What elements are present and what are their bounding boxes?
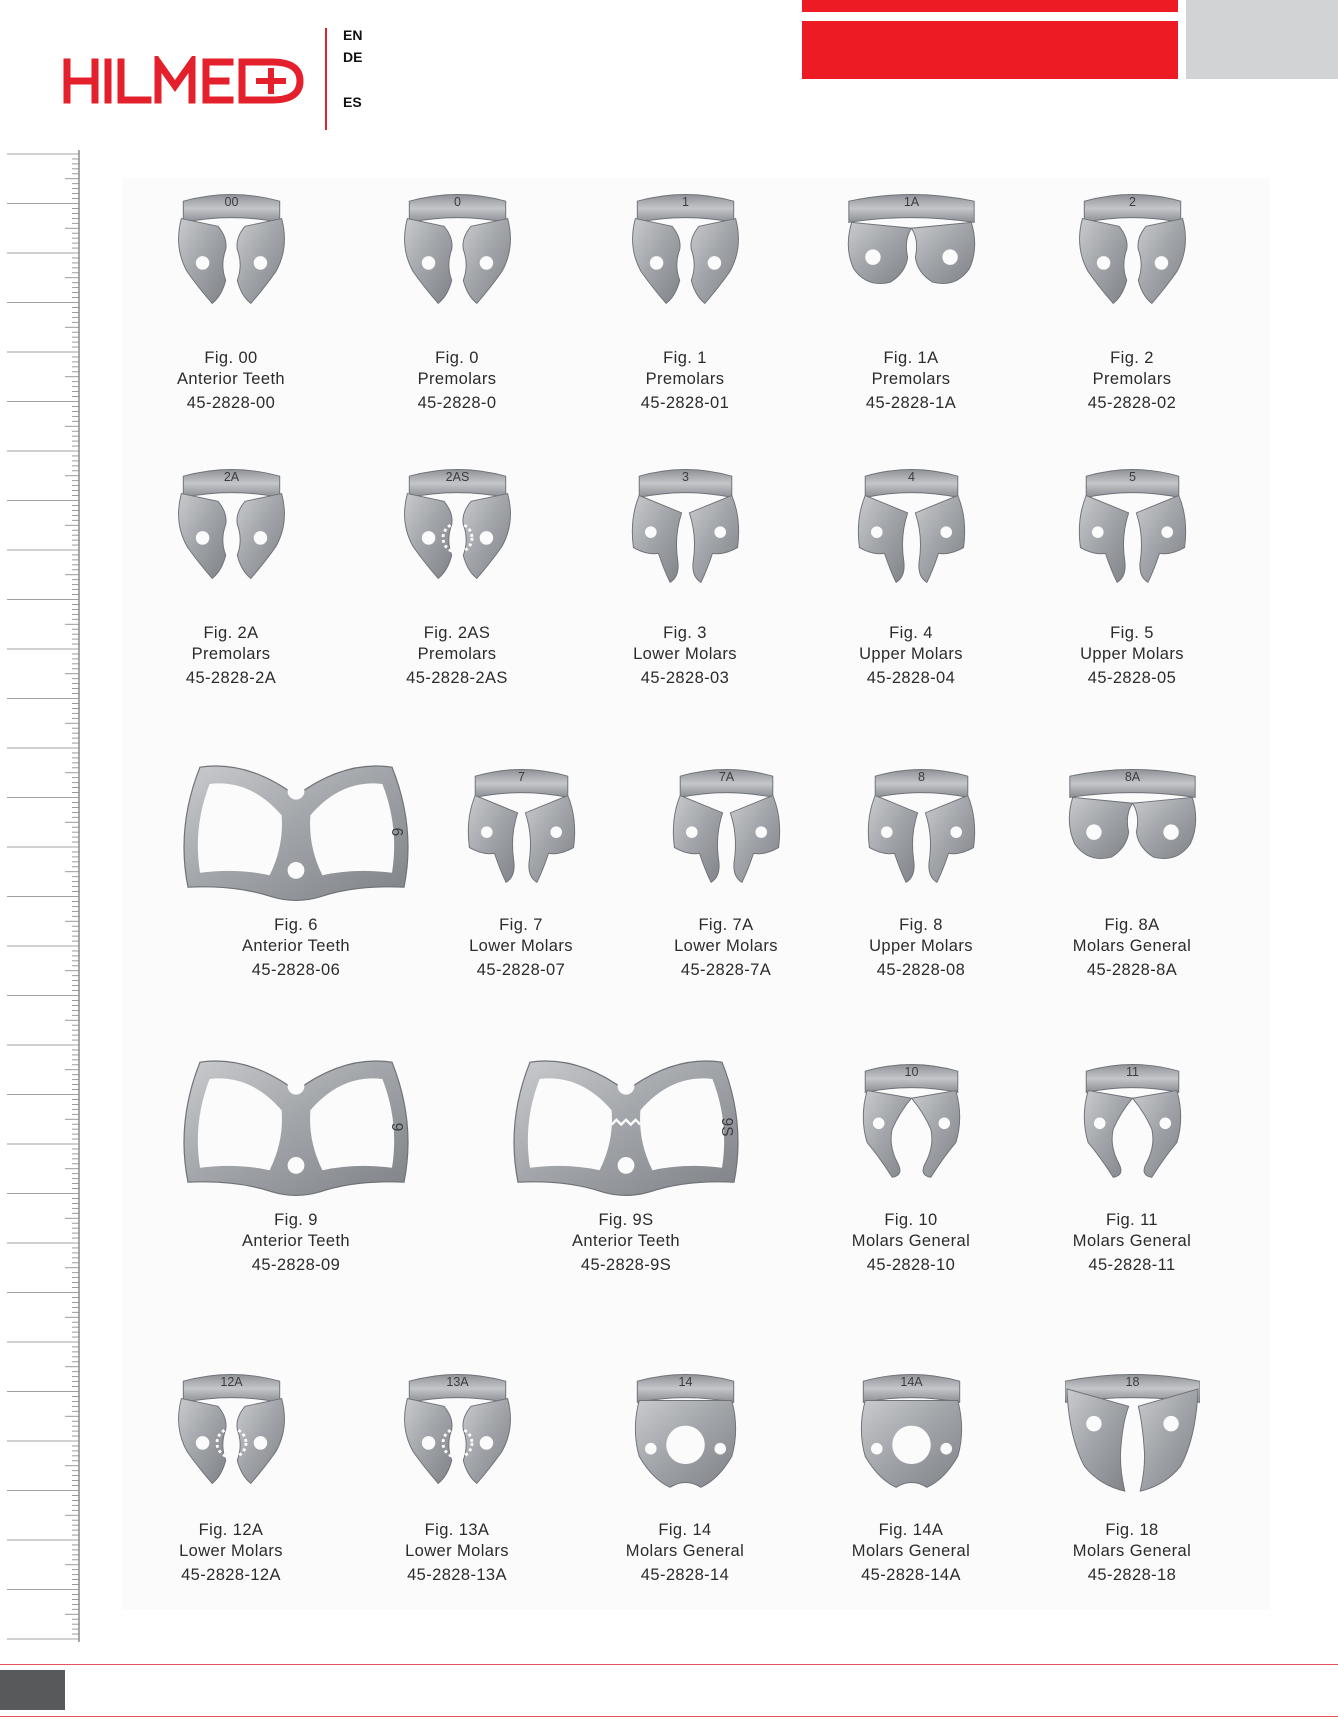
figure-label: Fig. 00 xyxy=(204,349,258,367)
clamp-engraving: 8 xyxy=(917,770,925,785)
figure-label: Fig. 13A xyxy=(424,1521,490,1539)
rubber-dam-clamp-image xyxy=(575,180,795,315)
clamp-engraving: 18 xyxy=(1125,1375,1139,1390)
usage-label: Anterior Teeth xyxy=(241,1232,351,1250)
product-code: 45-2828-08 xyxy=(876,961,966,979)
usage-label: Lower Molars xyxy=(674,937,778,955)
rubber-dam-clamp-image xyxy=(1022,180,1242,315)
clamp-caption xyxy=(1022,623,1242,689)
rubber-dam-clamp-image xyxy=(121,180,341,315)
logo-divider xyxy=(325,28,327,130)
figure-label: Fig. 18 xyxy=(1105,1521,1159,1539)
product-code: 45-2828-12A xyxy=(181,1566,281,1584)
product-code: 45-2828-01 xyxy=(640,394,730,412)
hilmed-logo xyxy=(62,56,312,106)
usage-label: Anterior Teeth xyxy=(241,937,351,955)
clamp-engraving: 7A xyxy=(718,770,734,785)
clamp-engraving: 00 xyxy=(224,195,238,210)
clamp-caption xyxy=(1022,1210,1242,1276)
product-code: 45-2828-04 xyxy=(866,669,956,687)
clamp-caption xyxy=(186,915,406,981)
rubber-dam-clamp-image xyxy=(575,1360,795,1495)
figure-label: Fig. 9S xyxy=(598,1211,654,1229)
clamp-caption xyxy=(811,915,1031,981)
product-code: 45-2828-09 xyxy=(251,1256,341,1274)
clamp-engraving: 5 xyxy=(1128,470,1136,485)
product-code: 45-2828-10 xyxy=(866,1256,956,1274)
clamp-caption xyxy=(1022,1520,1242,1586)
language-es: ES xyxy=(343,94,362,110)
header-grey-block xyxy=(1186,0,1338,79)
figure-label: Fig. 4 xyxy=(889,624,933,642)
usage-label: Upper Molars xyxy=(859,645,963,663)
language-de: DE xyxy=(343,49,363,65)
figure-label: Fig. 14 xyxy=(658,1521,712,1539)
rubber-dam-clamp-image xyxy=(811,755,1031,890)
rubber-dam-clamp-image xyxy=(121,455,341,590)
clamp-caption xyxy=(121,1520,341,1586)
clamp-engraving: 1A xyxy=(903,195,919,210)
rubber-dam-clamp-image xyxy=(1022,755,1242,890)
clamp-caption xyxy=(616,915,836,981)
figure-label: Fig. 3 xyxy=(663,624,707,642)
figure-label: Fig. 0 xyxy=(435,349,479,367)
product-code: 45-2828-06 xyxy=(251,961,341,979)
clamp-engraving: 8A xyxy=(1124,770,1140,785)
usage-label: Molars General xyxy=(625,1542,745,1560)
usage-label: Molars General xyxy=(851,1232,971,1250)
usage-label: Lower Molars xyxy=(179,1542,283,1560)
clamp-caption xyxy=(575,623,795,689)
product-code: 45-2828-2A xyxy=(185,669,277,687)
rubber-dam-clamp-image xyxy=(1022,1360,1242,1495)
clamp-caption xyxy=(347,1520,567,1586)
figure-label: Fig. 12A xyxy=(198,1521,264,1539)
rubber-dam-clamp-image xyxy=(347,180,567,315)
figure-label: Fig. 7 xyxy=(499,916,543,934)
product-code: 45-2828-00 xyxy=(186,394,276,412)
product-code: 45-2828-0 xyxy=(417,394,497,412)
clamp-caption xyxy=(186,1210,406,1276)
rubber-dam-clamp-image xyxy=(347,455,567,590)
rubber-dam-clamp-image xyxy=(801,455,1021,590)
product-code: 45-2828-14 xyxy=(640,1566,730,1584)
product-code: 45-2828-18 xyxy=(1087,1566,1177,1584)
header-accent-bar xyxy=(802,0,1178,12)
clamp-engraving: 3 xyxy=(681,470,689,485)
rubber-dam-clamp-image xyxy=(186,755,406,909)
rubber-dam-clamp-image xyxy=(1022,1050,1242,1185)
usage-label: Premolars xyxy=(191,645,271,663)
product-code: 45-2828-05 xyxy=(1087,669,1177,687)
usage-label: Premolars xyxy=(871,370,951,388)
header-red-block xyxy=(802,21,1178,79)
rubber-dam-clamp-image xyxy=(801,180,1021,315)
clamp-engraving: 11 xyxy=(1125,1065,1139,1080)
usage-label: Premolars xyxy=(417,370,497,388)
clamp-engraving: 2 xyxy=(1128,195,1136,210)
clamp-caption xyxy=(121,623,341,689)
figure-label: Fig. 7A xyxy=(698,916,754,934)
side-ruler xyxy=(0,150,82,1642)
clamp-engraving: 10 xyxy=(904,1065,918,1080)
rubber-dam-clamp-image xyxy=(575,455,795,590)
figure-label: Fig. 1 xyxy=(663,349,707,367)
rubber-dam-clamp-image xyxy=(801,1050,1021,1185)
figure-label: Fig. 2 xyxy=(1110,349,1154,367)
rubber-dam-clamp-image xyxy=(121,1360,341,1495)
clamp-caption xyxy=(801,1210,1021,1276)
usage-label: Lower Molars xyxy=(469,937,573,955)
figure-label: Fig. 8A xyxy=(1104,916,1160,934)
figure-label: Fig. 11 xyxy=(1105,1211,1159,1229)
language-en: EN xyxy=(343,27,363,43)
clamp-engraving: 4 xyxy=(907,470,915,485)
rubber-dam-clamp-image xyxy=(186,1050,406,1204)
product-code: 45-2828-8A xyxy=(1086,961,1178,979)
clamp-engraving: 6 xyxy=(388,827,405,837)
clamp-caption xyxy=(575,348,795,414)
figure-label: Fig. 10 xyxy=(884,1211,938,1229)
product-code: 45-2828-02 xyxy=(1087,394,1177,412)
rubber-dam-clamp-image xyxy=(411,755,631,890)
clamp-caption xyxy=(411,915,631,981)
product-code: 45-2828-13A xyxy=(407,1566,507,1584)
clamp-caption xyxy=(801,348,1021,414)
product-code: 45-2828-2AS xyxy=(406,669,508,687)
usage-label: Molars General xyxy=(1072,937,1192,955)
clamp-caption xyxy=(347,348,567,414)
usage-label: Premolars xyxy=(645,370,725,388)
figure-label: Fig. 5 xyxy=(1110,624,1154,642)
product-code: 45-2828-03 xyxy=(640,669,730,687)
clamp-engraving: 14A xyxy=(899,1375,923,1390)
clamp-caption xyxy=(575,1520,795,1586)
usage-label: Premolars xyxy=(417,645,497,663)
clamp-engraving: 12A xyxy=(219,1375,243,1390)
clamp-engraving: 7 xyxy=(517,770,525,785)
clamp-engraving: 9 xyxy=(388,1122,405,1132)
usage-label: Anterior Teeth xyxy=(571,1232,681,1250)
rubber-dam-clamp-image xyxy=(347,1360,567,1495)
usage-label: Molars General xyxy=(1072,1542,1192,1560)
product-code: 45-2828-07 xyxy=(476,961,566,979)
clamp-caption xyxy=(801,623,1021,689)
clamp-engraving: 14 xyxy=(678,1375,692,1390)
figure-label: Fig. 1A xyxy=(883,349,939,367)
usage-label: Molars General xyxy=(1072,1232,1192,1250)
clamp-engraving: 0 xyxy=(453,195,461,210)
figure-label: Fig. 9 xyxy=(274,1211,318,1229)
figure-label: Fig. 14A xyxy=(878,1521,944,1539)
clamp-engraving: 13A xyxy=(445,1375,469,1390)
clamp-engraving: 2A xyxy=(223,470,239,485)
product-code: 45-2828-1A xyxy=(865,394,957,412)
clamp-caption xyxy=(121,348,341,414)
usage-label: Upper Molars xyxy=(869,937,973,955)
usage-label: Lower Molars xyxy=(405,1542,509,1560)
rubber-dam-clamp-image xyxy=(1022,455,1242,590)
rubber-dam-clamp-image xyxy=(616,755,836,890)
usage-label: Molars General xyxy=(851,1542,971,1560)
product-code: 45-2828-14A xyxy=(861,1566,961,1584)
product-code: 45-2828-9S xyxy=(580,1256,672,1274)
usage-label: Lower Molars xyxy=(633,645,737,663)
figure-label: Fig. 2A xyxy=(203,624,259,642)
usage-label: Premolars xyxy=(1092,370,1172,388)
footer-page-box xyxy=(0,1670,65,1710)
footer-rule-top xyxy=(0,1664,1338,1665)
clamp-caption xyxy=(801,1520,1021,1586)
product-code: 45-2828-11 xyxy=(1088,1256,1176,1274)
clamp-engraving: 2AS xyxy=(445,470,469,485)
clamp-caption xyxy=(516,1210,736,1276)
rubber-dam-clamp-image xyxy=(801,1360,1021,1495)
footer-rule-bottom xyxy=(0,1716,1338,1717)
usage-label: Upper Molars xyxy=(1080,645,1184,663)
figure-label: Fig. 8 xyxy=(899,916,943,934)
clamp-engraving: 9S xyxy=(718,1117,735,1137)
product-code: 45-2828-7A xyxy=(680,961,772,979)
clamp-engraving: 1 xyxy=(681,195,689,210)
clamp-caption xyxy=(347,623,567,689)
figure-label: Fig. 6 xyxy=(274,916,318,934)
usage-label: Anterior Teeth xyxy=(176,370,286,388)
rubber-dam-clamp-image xyxy=(516,1050,736,1204)
clamp-caption xyxy=(1022,348,1242,414)
clamp-caption xyxy=(1022,915,1242,981)
figure-label: Fig. 2AS xyxy=(423,624,491,642)
